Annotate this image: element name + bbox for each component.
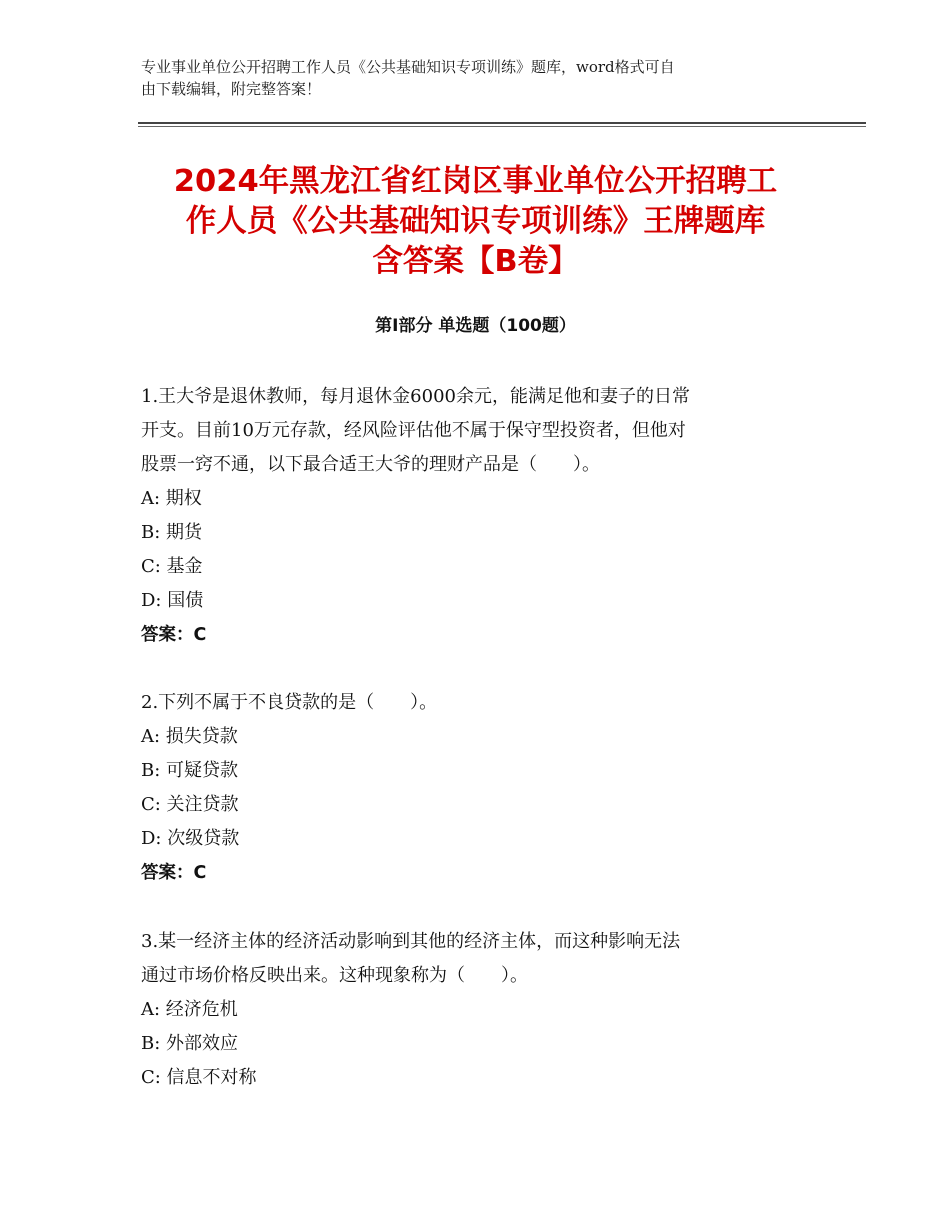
question-2-stem (141, 686, 816, 720)
question-1 (141, 380, 816, 652)
document-title-line-2: 作人员《公共基础知识专项训练》王牌题库 (185, 204, 766, 239)
question-stem-line: 开支。目前10万元存款，经风险评估他不属于保守型投资者，但他对 (141, 420, 686, 441)
answer: 答案：C (141, 625, 207, 645)
document-title (138, 162, 813, 282)
header-note-line-2: 由下载编辑，附完整答案！ (141, 80, 322, 98)
question-2 (141, 686, 816, 890)
header-note-line-1: 专业事业单位公开招聘工作人员《公共基础知识专项训练》题库，word格式可自 (141, 58, 675, 76)
answer: 答案：C (141, 863, 207, 883)
question-1-stem (141, 380, 816, 482)
section-title: 第Ⅰ部分 单选题（100题） (375, 316, 576, 336)
option-d: D: 国债 (141, 590, 204, 611)
question-stem-line: 2.下列不属于不良贷款的是（ ）。 (141, 692, 438, 713)
option-a: A: 经济危机 (141, 999, 238, 1020)
option-c: C: 信息不对称 (141, 1067, 257, 1088)
question-stem-line: 股票一窍不通，以下最合适王大爷的理财产品是（ ）。 (141, 454, 600, 475)
option-c: C: 基金 (141, 556, 203, 577)
option-d: D: 次级贷款 (141, 828, 240, 849)
header-divider-thick (138, 122, 866, 124)
question-3 (141, 925, 816, 1095)
option-a: A: 期权 (141, 488, 202, 509)
question-stem-line: 1.王大爷是退休教师，每月退休金6000余元，能满足他和妻子的日常 (141, 386, 690, 407)
question-stem-line: 通过市场价格反映出来。这种现象称为（ ）。 (141, 965, 528, 986)
header-note (141, 56, 811, 100)
option-a: A: 损失贷款 (141, 726, 238, 747)
option-c: C: 关注贷款 (141, 794, 239, 815)
document-title-line-3: 含答案【B卷】 (372, 244, 579, 279)
question-stem-line: 3.某一经济主体的经济活动影响到其他的经济主体，而这种影响无法 (141, 931, 681, 952)
question-3-stem (141, 925, 816, 993)
option-b: B: 外部效应 (141, 1033, 239, 1054)
header-divider-thin (138, 126, 866, 127)
option-b: B: 期货 (141, 522, 203, 543)
document-title-line-1: 2024年黑龙江省红岗区事业单位公开招聘工 (173, 164, 778, 199)
option-b: B: 可疑贷款 (141, 760, 239, 781)
